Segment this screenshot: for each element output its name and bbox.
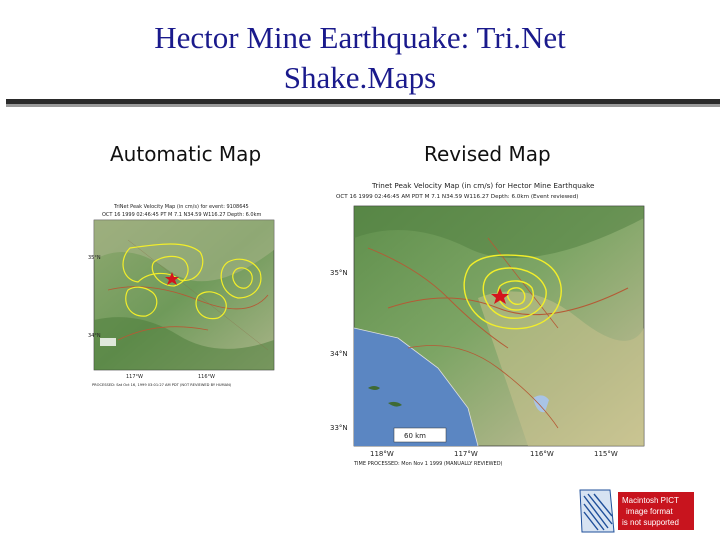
logo-text-line-1: Macintosh PICT [622,496,679,505]
revised-lon-label-1: 118°W [370,450,394,458]
automatic-lat-label-1: 35°N [88,255,101,261]
revised-lon-label-2: 117°W [454,450,478,458]
revised-map-header-2: OCT 16 1999 02:46:45 AM PDT M 7.1 N34.59 W116.27 Depth: 6.0km (Event reviewed) [336,194,579,200]
revised-lat-label-3: 33°N [330,424,348,432]
automatic-lon-label-2: 116°W [198,374,215,380]
revised-lat-label-1: 35°N [330,269,348,277]
automatic-map-footer: PROCESSED: Sat Oct 16, 1999 03:01:27 AM PDT (NOT REVIEWED BY HUMAN) [92,383,232,387]
slide-title [0,18,720,98]
automatic-shakemap [88,200,290,390]
slide-title-line-1: Hector Mine Earthquake: Tri.Net [154,20,566,55]
revised-map-header-1: Trinet Peak Velocity Map (in cm/s) for Hector Mine Earthquake [372,181,595,190]
title-divider-shadow [6,104,720,107]
automatic-map-caption: Automatic Map [110,142,262,166]
automatic-map-header-1: TriNet Peak Velocity Map (in cm/s) for event: 9108645 [114,204,249,210]
scale-bar-label: 60 km [404,432,427,440]
revised-lon-label-4: 115°W [594,450,618,458]
revised-shakemap [328,178,648,468]
revised-map-footer: TIME PROCESSED: Mon Nov 1 1999 (MANUALLY REVIEWED) [354,461,503,467]
logo-text-line-2: image format [626,507,673,516]
revised-map-caption: Revised Map [424,142,551,166]
revised-lat-label-2: 34°N [330,350,348,358]
logo-text-line-3: is not supported [622,518,679,527]
automatic-map-header-2: OCT 16 1999 02:46:45 PT M 7.1 N34.59 W116.27 Depth: 6.0km [102,212,262,218]
institution-logo-placeholder [576,488,696,534]
slide-title-line-2: Shake.Maps [283,60,437,95]
automatic-lon-label-1: 117°W [126,374,143,380]
revised-lon-label-3: 116°W [530,450,554,458]
automatic-lat-label-2: 34°N [88,333,101,339]
